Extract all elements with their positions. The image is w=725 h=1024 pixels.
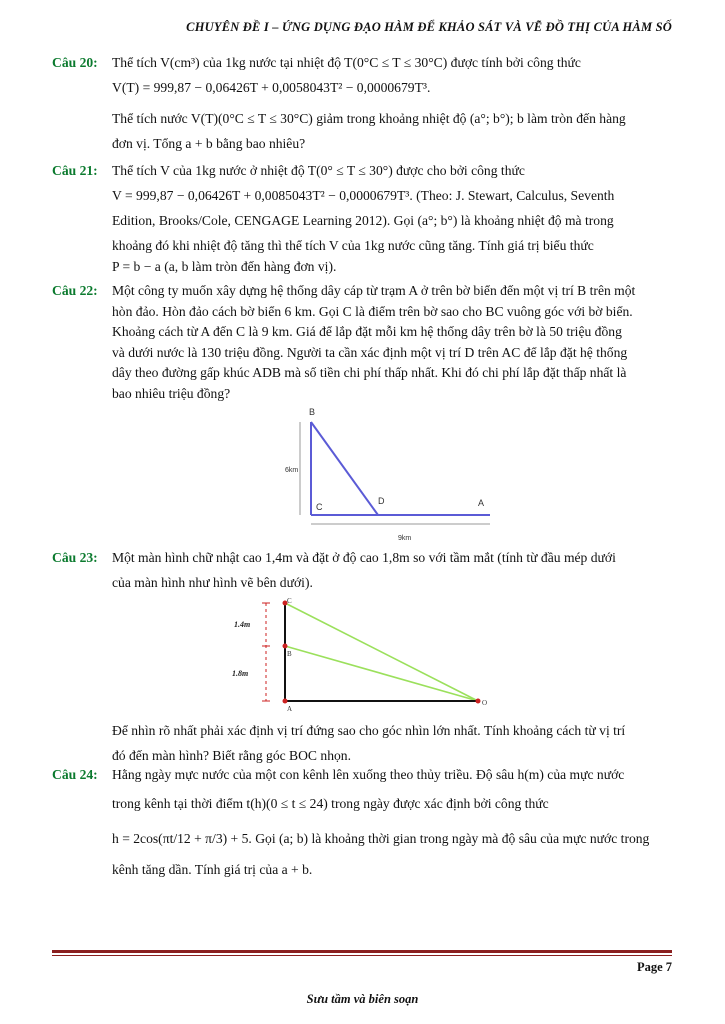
question-body xyxy=(112,545,674,595)
label-height: 6km xyxy=(285,467,299,474)
sight-line-ob xyxy=(285,646,478,701)
question-line: V(T) = 999,87 − 0,06426T + 0,0058043T² − 0,0000679T³. xyxy=(112,80,431,95)
question-line: h = 2cos(πt/12 + π/3) + 5. Gọi (a; b) là khoảng thời gian trong ngày mà độ sâu của mực nước trong xyxy=(112,831,650,846)
question-line: kênh tăng dần. Tính giá trị của a + b. xyxy=(112,862,313,877)
question-line: đơn vị. Tổng a + b bằng bao nhiêu? xyxy=(112,136,306,151)
label-c: C xyxy=(287,597,292,605)
question-24 xyxy=(52,762,674,882)
question-line: V = 999,87 − 0,06426T + 0,0085043T² − 0,0000679T³. (Theo: J. Stewart, Calculus, Seventh xyxy=(112,188,615,203)
label-a: A xyxy=(478,498,485,508)
label-d: D xyxy=(378,496,385,506)
label-top: 1.4m xyxy=(234,620,251,629)
question-line: P = b − a (a, b làm tròn đến hàng đơn vị). xyxy=(112,259,337,274)
point-o xyxy=(476,699,481,704)
label-o: O xyxy=(482,699,488,707)
page-header: CHUYÊN ĐỀ I – ỨNG DỤNG ĐẠO HÀM ĐỂ KHẢO SÁT VÀ VẼ ĐỒ THỊ CỦA HÀM SỐ xyxy=(186,20,672,34)
question-label: Câu 24: xyxy=(52,767,98,782)
question-body xyxy=(112,718,674,768)
sight-line-oc xyxy=(285,603,478,701)
footer-credit: Sưu tầm và biên soạn xyxy=(306,992,419,1006)
label-bottom: 1.8m xyxy=(232,669,249,678)
label-base: 9km xyxy=(398,535,412,542)
question-line: Thể tích V(cm³) của 1kg nước tại nhiệt độ T(0°C ≤ T ≤ 30°C) được tính bởi công thức xyxy=(112,55,581,70)
question-body xyxy=(112,50,674,156)
question-line: Edition, Brooks/Cole, CENGAGE Learning 2012). Gọi (a°; b°) là khoảng nhiệt độ mà trong xyxy=(112,213,614,228)
question-line: Khoảng cách từ A đến C là 9 km. Giá để lắp đặt mỗi km hệ thống dây trên bờ là 50 triệu đồng xyxy=(112,324,622,339)
question-line: bao nhiêu triệu đồng? xyxy=(112,385,231,401)
question-line: khoảng đó khi nhiệt độ tăng thì thể tích V của 1kg nước cũng tăng. Tính giá trị biểu thức xyxy=(112,238,594,253)
question-label: Câu 21: xyxy=(52,163,98,178)
question-line: và dưới nước là 130 triệu đồng. Người ta cần xác định một vị trí D trên AC để lắp đặt hệ thống xyxy=(112,344,628,360)
label-b: B xyxy=(287,650,292,658)
question-line: của màn hình như hình vẽ bên dưới). xyxy=(112,575,313,590)
question-body xyxy=(112,762,674,882)
question-20 xyxy=(52,50,674,156)
question-label: Câu 20: xyxy=(52,55,98,70)
label-b: B xyxy=(309,407,316,417)
question-line: Một công ty muốn xây dựng hệ thống dây cáp từ trạm A ở trên bờ biển đến một vị trí B trên một xyxy=(112,283,636,298)
label-a: A xyxy=(287,705,293,713)
question-line: Để nhìn rõ nhất phải xác định vị trí đứng sao cho góc nhìn lớn nhất. Tính khoảng cách từ vị trí xyxy=(112,723,626,738)
question-line: hòn đảo. Hòn đảo cách bờ biển 6 km. Gọi C là điểm trên bờ sao cho BC vuông góc với bờ biển. xyxy=(112,303,633,319)
figure-screen-diagram xyxy=(220,595,500,713)
question-23-continued xyxy=(52,718,674,768)
question-body xyxy=(112,158,674,276)
footer-rule xyxy=(52,950,672,953)
point-a xyxy=(283,699,288,704)
question-23 xyxy=(52,545,674,595)
question-line: dây theo đường gấp khúc ADB mà số tiền chi phí thấp nhất. Khi đó chi phí lắp đặt thấp nhất là xyxy=(112,365,627,380)
page-number: Page 7 xyxy=(636,960,672,974)
question-body xyxy=(112,281,674,404)
question-line: trong kênh tại thời điểm t(h)(0 ≤ t ≤ 24) trong ngày được xác định bởi công thức xyxy=(112,796,549,811)
question-22 xyxy=(52,281,674,404)
question-21 xyxy=(52,158,674,276)
question-line: Hằng ngày mực nước của một con kênh lên xuống theo thủy triều. Độ sâu h(m) của mực nước xyxy=(112,767,625,782)
question-label: Câu 23: xyxy=(52,550,98,565)
question-line: Một màn hình chữ nhật cao 1,4m và đặt ở độ cao 1,8m so với tầm mắt (tính từ đầu mép dưới xyxy=(112,550,616,565)
question-line: Thể tích V của 1kg nước ở nhiệt độ T(0° ≤ T ≤ 30°) được cho bởi công thức xyxy=(112,163,525,178)
question-line: đó đến màn hình? Biết rằng góc BOC nhọn. xyxy=(112,748,351,763)
footer-rule-thin xyxy=(52,955,672,956)
label-c: C xyxy=(316,502,323,512)
question-label: Câu 22: xyxy=(52,283,98,298)
question-line: Thể tích nước V(T)(0°C ≤ T ≤ 30°C) giảm trong khoảng nhiệt độ (a°; b°); b làm tròn đến hàng xyxy=(112,111,626,126)
point-b xyxy=(283,644,288,649)
figure-cable-diagram xyxy=(280,400,500,545)
